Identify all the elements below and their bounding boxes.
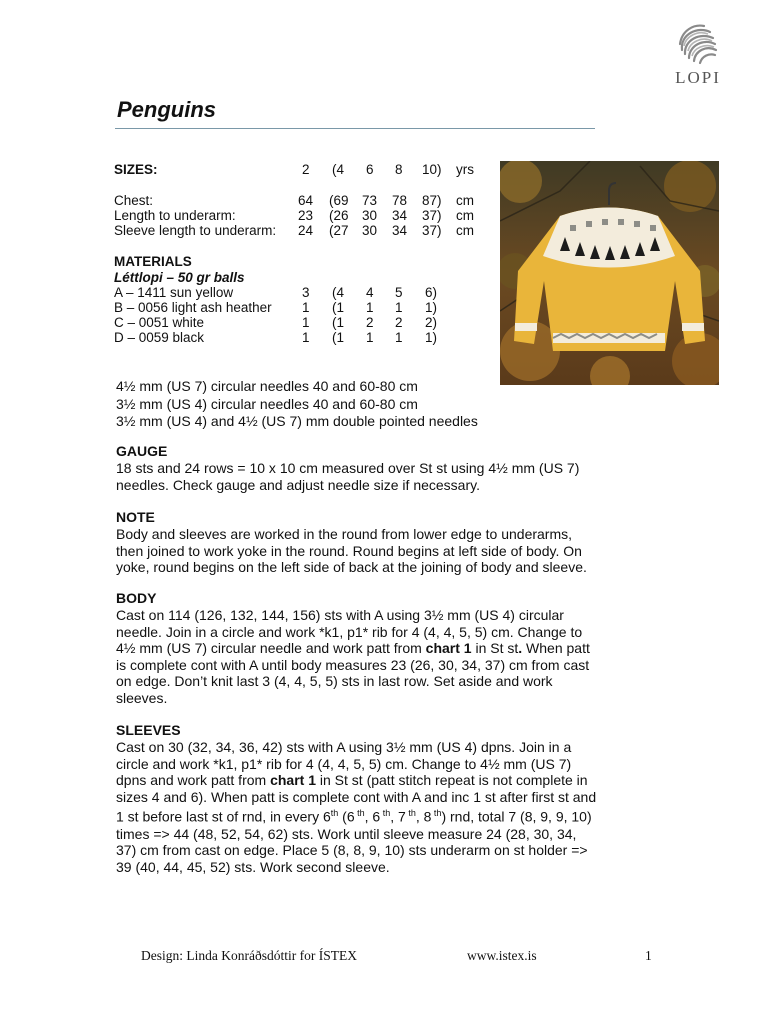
measurement-value: 30 xyxy=(362,208,378,223)
body-line xyxy=(116,640,656,657)
measurement-value: 24 xyxy=(298,223,314,238)
yarn-qty: 5 xyxy=(395,285,403,300)
sleeves-line: 37) cm from cast on edge. Place 5 (8, 8, 9, 10) sts underarm on st holder => xyxy=(116,842,588,859)
measurement-value: 64 xyxy=(298,193,314,208)
size-value: 6 xyxy=(366,162,374,177)
sleeves-line-part: , 8 xyxy=(415,809,432,826)
measurement-value: 34 xyxy=(392,208,408,223)
note-line: then joined to work yoke in the round. Round begins at left side of body. On xyxy=(116,542,582,559)
sleeves-line xyxy=(116,772,656,789)
measurement-label: Chest: xyxy=(114,193,154,208)
measurement-value: (27 xyxy=(329,223,349,238)
sleeves-line-part: (6 xyxy=(338,809,355,826)
gauge-text xyxy=(116,460,656,493)
size-value: 10) xyxy=(422,162,442,177)
body-line: on edge. Don’t knit last 3 (4, 4, 5, 5) sts in last row. Set aside and work xyxy=(116,673,553,690)
note-heading: NOTE xyxy=(116,509,155,525)
ordinal-sup: th xyxy=(431,808,442,819)
ordinal-sup: th xyxy=(330,808,339,819)
yarn-qty: 2 xyxy=(366,315,374,330)
gauge-line: needles. Check gauge and adjust needle size if necessary. xyxy=(116,476,480,493)
gauge-line: 18 sts and 24 rows = 10 x 10 cm measured over St st using 4½ mm (US 7) xyxy=(116,460,580,476)
sleeves-line-part: ) rnd, total 7 (8, 9, 9, 10) xyxy=(441,809,592,826)
body-line: needle. Join in a circle and work *k1, p1* rib for 4 (4, 4, 5, 5) cm. Change to xyxy=(116,623,583,640)
sleeves-line-part: dpns and work patt from xyxy=(116,772,271,789)
note-text xyxy=(116,526,656,576)
measurement-value: 34 xyxy=(392,223,408,238)
measurement-value: (26 xyxy=(329,208,349,223)
measurement-label: Sleeve length to underarm: xyxy=(114,223,277,238)
yarn-qty: 1 xyxy=(395,300,403,315)
note-line: yoke, round begins on the left side of back at the joining of body and sleeve. xyxy=(116,559,587,576)
sleeves-text xyxy=(116,739,656,875)
body-text xyxy=(116,607,656,707)
body-line: Cast on 114 (126, 132, 144, 156) sts with A using 3½ mm (US 4) circular xyxy=(116,607,564,623)
measurement-unit: cm xyxy=(456,193,474,208)
yarn-swirl-icon xyxy=(672,20,724,68)
body-line-part: . xyxy=(518,640,523,657)
size-unit: yrs xyxy=(456,162,474,177)
measurement-value: 78 xyxy=(392,193,408,208)
measurement-unit: cm xyxy=(456,208,474,223)
body-line: is complete cont with A until body measures 23 (26, 30, 34, 37) cm from cast xyxy=(116,656,590,673)
sleeves-line: circle and work *k1, p1* rib for 4 (4, 4, 5, 5) cm. Change to 4½ mm (US 7) xyxy=(116,755,572,772)
logo-wordmark: LOPI xyxy=(675,68,721,87)
measurement-label: Length to underarm: xyxy=(114,208,236,223)
yarn-qty: 1 xyxy=(366,330,374,345)
sleeves-line: sizes 4 and 6). When patt is complete cont with A and inc 1 st after first st and xyxy=(116,788,597,805)
size-value: 2 xyxy=(302,162,310,177)
measurement-value: 30 xyxy=(362,223,378,238)
measurement-value: 87) xyxy=(422,193,442,208)
yarn-qty: (1 xyxy=(332,330,345,345)
sleeves-line-part: , 7 xyxy=(390,809,406,826)
ordinal-sup: th xyxy=(380,808,391,819)
lopi-logo xyxy=(666,20,730,88)
yarn-label: B – 0056 light ash heather xyxy=(114,300,272,315)
body-line-part: in St st xyxy=(471,640,519,657)
sleeves-line: Cast on 30 (32, 34, 36, 42) sts with A using 3½ mm (US 4) dpns. Join in a xyxy=(116,739,572,755)
yarn-qty: 1 xyxy=(302,300,310,315)
sleeves-line: 39 (40, 44, 45, 52) sts. Work second sleeve. xyxy=(116,858,390,875)
yarn-qty: 1 xyxy=(395,330,403,345)
yarn-qty: 2 xyxy=(395,315,403,330)
needle-item: 3½ mm (US 4) circular needles 40 and 60-80 cm xyxy=(116,395,418,412)
measurement-unit: cm xyxy=(456,223,474,238)
sizes-table xyxy=(114,162,494,242)
gauge-heading: GAUGE xyxy=(116,443,168,459)
yarn-qty: (4 xyxy=(332,285,345,300)
note-line: Body and sleeves are worked in the round from lower edge to underarms, xyxy=(116,526,573,542)
measurement-value: (69 xyxy=(329,193,349,208)
measurement-value: 37) xyxy=(422,223,442,238)
sizes-label: SIZES: xyxy=(114,162,158,177)
footer-url[interactable]: www.istex.is xyxy=(467,948,537,963)
size-value: 8 xyxy=(395,162,403,177)
sleeves-line-part: , 6 xyxy=(364,809,381,826)
chart-reference: chart 1 xyxy=(270,772,316,789)
yarn-qty: 1 xyxy=(366,300,374,315)
measurement-value: 23 xyxy=(298,208,314,223)
yarn-qty: 6) xyxy=(425,285,438,300)
sleeves-heading: SLEEVES xyxy=(116,722,181,738)
yarn-qty: 1) xyxy=(425,300,438,315)
yarn-label: A – 1411 sun yellow xyxy=(114,285,234,300)
measurement-value: 73 xyxy=(362,193,378,208)
page-title: Penguins xyxy=(117,97,217,122)
yarn-qty: 1 xyxy=(302,330,310,345)
sleeves-line-part: 1 st before last st of rnd, in every 6 xyxy=(116,809,331,826)
ordinal-sup: th xyxy=(354,808,365,819)
yarn-qty: 4 xyxy=(366,285,374,300)
page-number: 1 xyxy=(645,948,652,963)
title-divider xyxy=(115,128,595,129)
sleeves-line: times => 44 (48, 52, 54, 62) sts. Work until sleeve measure 24 (28, 30, 34, xyxy=(116,825,577,842)
needle-item: 3½ mm (US 4) and 4½ (US 7) mm double pointed needles xyxy=(116,413,478,430)
yarn-label: C – 0051 white xyxy=(114,315,205,330)
size-value: (4 xyxy=(332,162,345,177)
yarn-qty: 2) xyxy=(425,315,438,330)
sleeves-line-part: in St st (patt stitch repeat is not complete in xyxy=(316,772,588,789)
body-line-part: 4½ mm (US 7) circular needle and work patt from xyxy=(116,640,426,657)
needle-item: 4½ mm (US 7) circular needles 40 and 60-80 cm xyxy=(116,378,418,394)
materials-subheading: Léttlopi – 50 gr balls xyxy=(114,270,245,285)
sweater-photo xyxy=(500,161,719,385)
ordinal-sup: th xyxy=(405,808,416,819)
yarn-label: D – 0059 black xyxy=(114,330,205,345)
materials-heading: MATERIALS xyxy=(114,254,192,269)
footer-credit: Design: Linda Konráðsdóttir for ÍSTEX xyxy=(141,948,357,963)
yarn-qty: 1 xyxy=(302,315,310,330)
chart-reference: chart 1 xyxy=(425,640,472,657)
yarn-qty: 1) xyxy=(425,330,438,345)
materials-section xyxy=(114,254,494,349)
body-line-part: When patt xyxy=(522,640,590,657)
body-line: sleeves. xyxy=(116,689,168,706)
needles-list xyxy=(116,378,656,431)
body-heading: BODY xyxy=(116,590,157,606)
measurement-value: 37) xyxy=(422,208,442,223)
yarn-qty: (1 xyxy=(332,300,345,315)
yarn-qty: (1 xyxy=(332,315,345,330)
yarn-qty: 3 xyxy=(302,285,310,300)
sleeves-line xyxy=(116,805,656,825)
